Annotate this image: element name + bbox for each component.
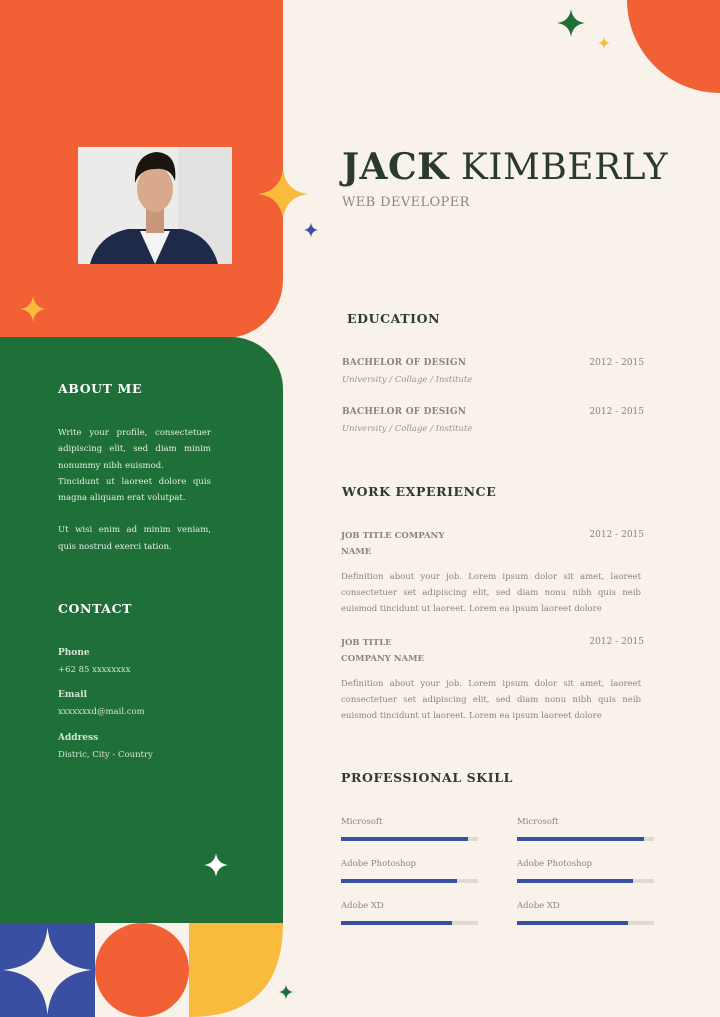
work-job-title-line: JOB TITLE COMPANY [341,531,445,541]
profile-photo [78,147,232,264]
skill-bar-fill [341,837,468,841]
skill-bar [517,837,654,841]
sparkle-icon [257,168,309,220]
education-degree: BACHELOR OF DESIGN [342,407,467,417]
phone-label: Phone [58,648,90,658]
skill-bar-fill [341,879,457,883]
address-label: Address [58,733,99,743]
skill-bar [517,921,654,925]
sparkle-icon [203,852,229,878]
skill-bar-fill [341,921,452,925]
about-paragraph: Tincidunt ut laoreet dolore quis magna aliquam erat volutpat. [58,476,211,504]
skills-heading: PROFESSIONAL SKILL [341,770,513,785]
work-job-title-line: NAME [341,547,372,557]
candidate-name [342,146,668,188]
education-school: University / Collage / Institute [342,424,473,434]
skill-bar-fill [517,879,633,883]
corner-decoration [627,0,720,93]
skill-label: Microsoft [341,817,383,827]
work-job-title-line: COMPANY NAME [341,654,424,664]
skill-bar-fill [517,837,644,841]
skill-label: Microsoft [517,817,559,827]
work-heading: WORK EXPERIENCE [342,484,497,499]
geometric-pattern [0,923,283,1017]
skill-bar-fill [517,921,628,925]
skill-label: Adobe Photoshop [517,859,593,869]
education-heading: EDUCATION [347,311,441,326]
first-name: JACK [342,146,449,188]
work-years: 2012 - 2015 [589,530,644,540]
sparkle-icon [303,222,319,238]
skill-bar [341,837,478,841]
skill-bar [341,921,478,925]
about-paragraph: Write your profile, consectetuer adipiscing elit, sed diam minim nonummy nibh euismod. [58,428,211,471]
phone-value: +62 85 xxxxxxxx [58,665,131,675]
sparkle-icon [19,295,47,323]
skill-label: Adobe XD [517,901,560,911]
skill-label: Adobe Photoshop [341,859,417,869]
contact-heading: CONTACT [58,601,133,616]
sparkle-icon [597,36,611,50]
skill-bar [341,879,478,883]
sparkle-icon [556,8,586,38]
work-description: Definition about your job. Lorem ipsum dolor sit amet, laoreet consectetuer set adipiscing elit, sed diam nonu nibh quis neib euismod tincidunt ut laoreet. Lorem ea ipsum laoreet dolore [341,679,641,722]
education-school: University / Collage / Institute [342,375,473,385]
education-years: 2012 - 2015 [589,358,644,368]
about-paragraph: Ut wisi enim ad minim veniam, quis nostrud exerci tation. [58,525,211,552]
job-title: WEB DEVELOPER [342,195,470,210]
education-degree: BACHELOR OF DESIGN [342,358,467,368]
email-value: xxxxxxxd@mail.com [58,707,145,717]
work-job-title [341,635,501,667]
last-name: KIMBERLY [460,147,669,188]
skill-bar [517,879,654,883]
work-description: Definition about your job. Lorem ipsum dolor sit amet, laoreet consectetuer set adipiscing elit, sed diam nonu nibh quis neib euismod tincidunt ut laoreet. Lorem ea ipsum laoreet dolore [341,572,641,615]
address-value: Distric, City - Country [58,750,153,760]
education-years: 2012 - 2015 [589,407,644,417]
about-text [58,425,211,555]
work-years: 2012 - 2015 [589,637,644,647]
work-job-title-line: JOB TITLE [341,638,392,648]
about-heading: ABOUT ME [58,381,143,396]
work-job-title [341,528,501,560]
email-label: Email [58,690,88,700]
skill-label: Adobe XD [341,901,384,911]
